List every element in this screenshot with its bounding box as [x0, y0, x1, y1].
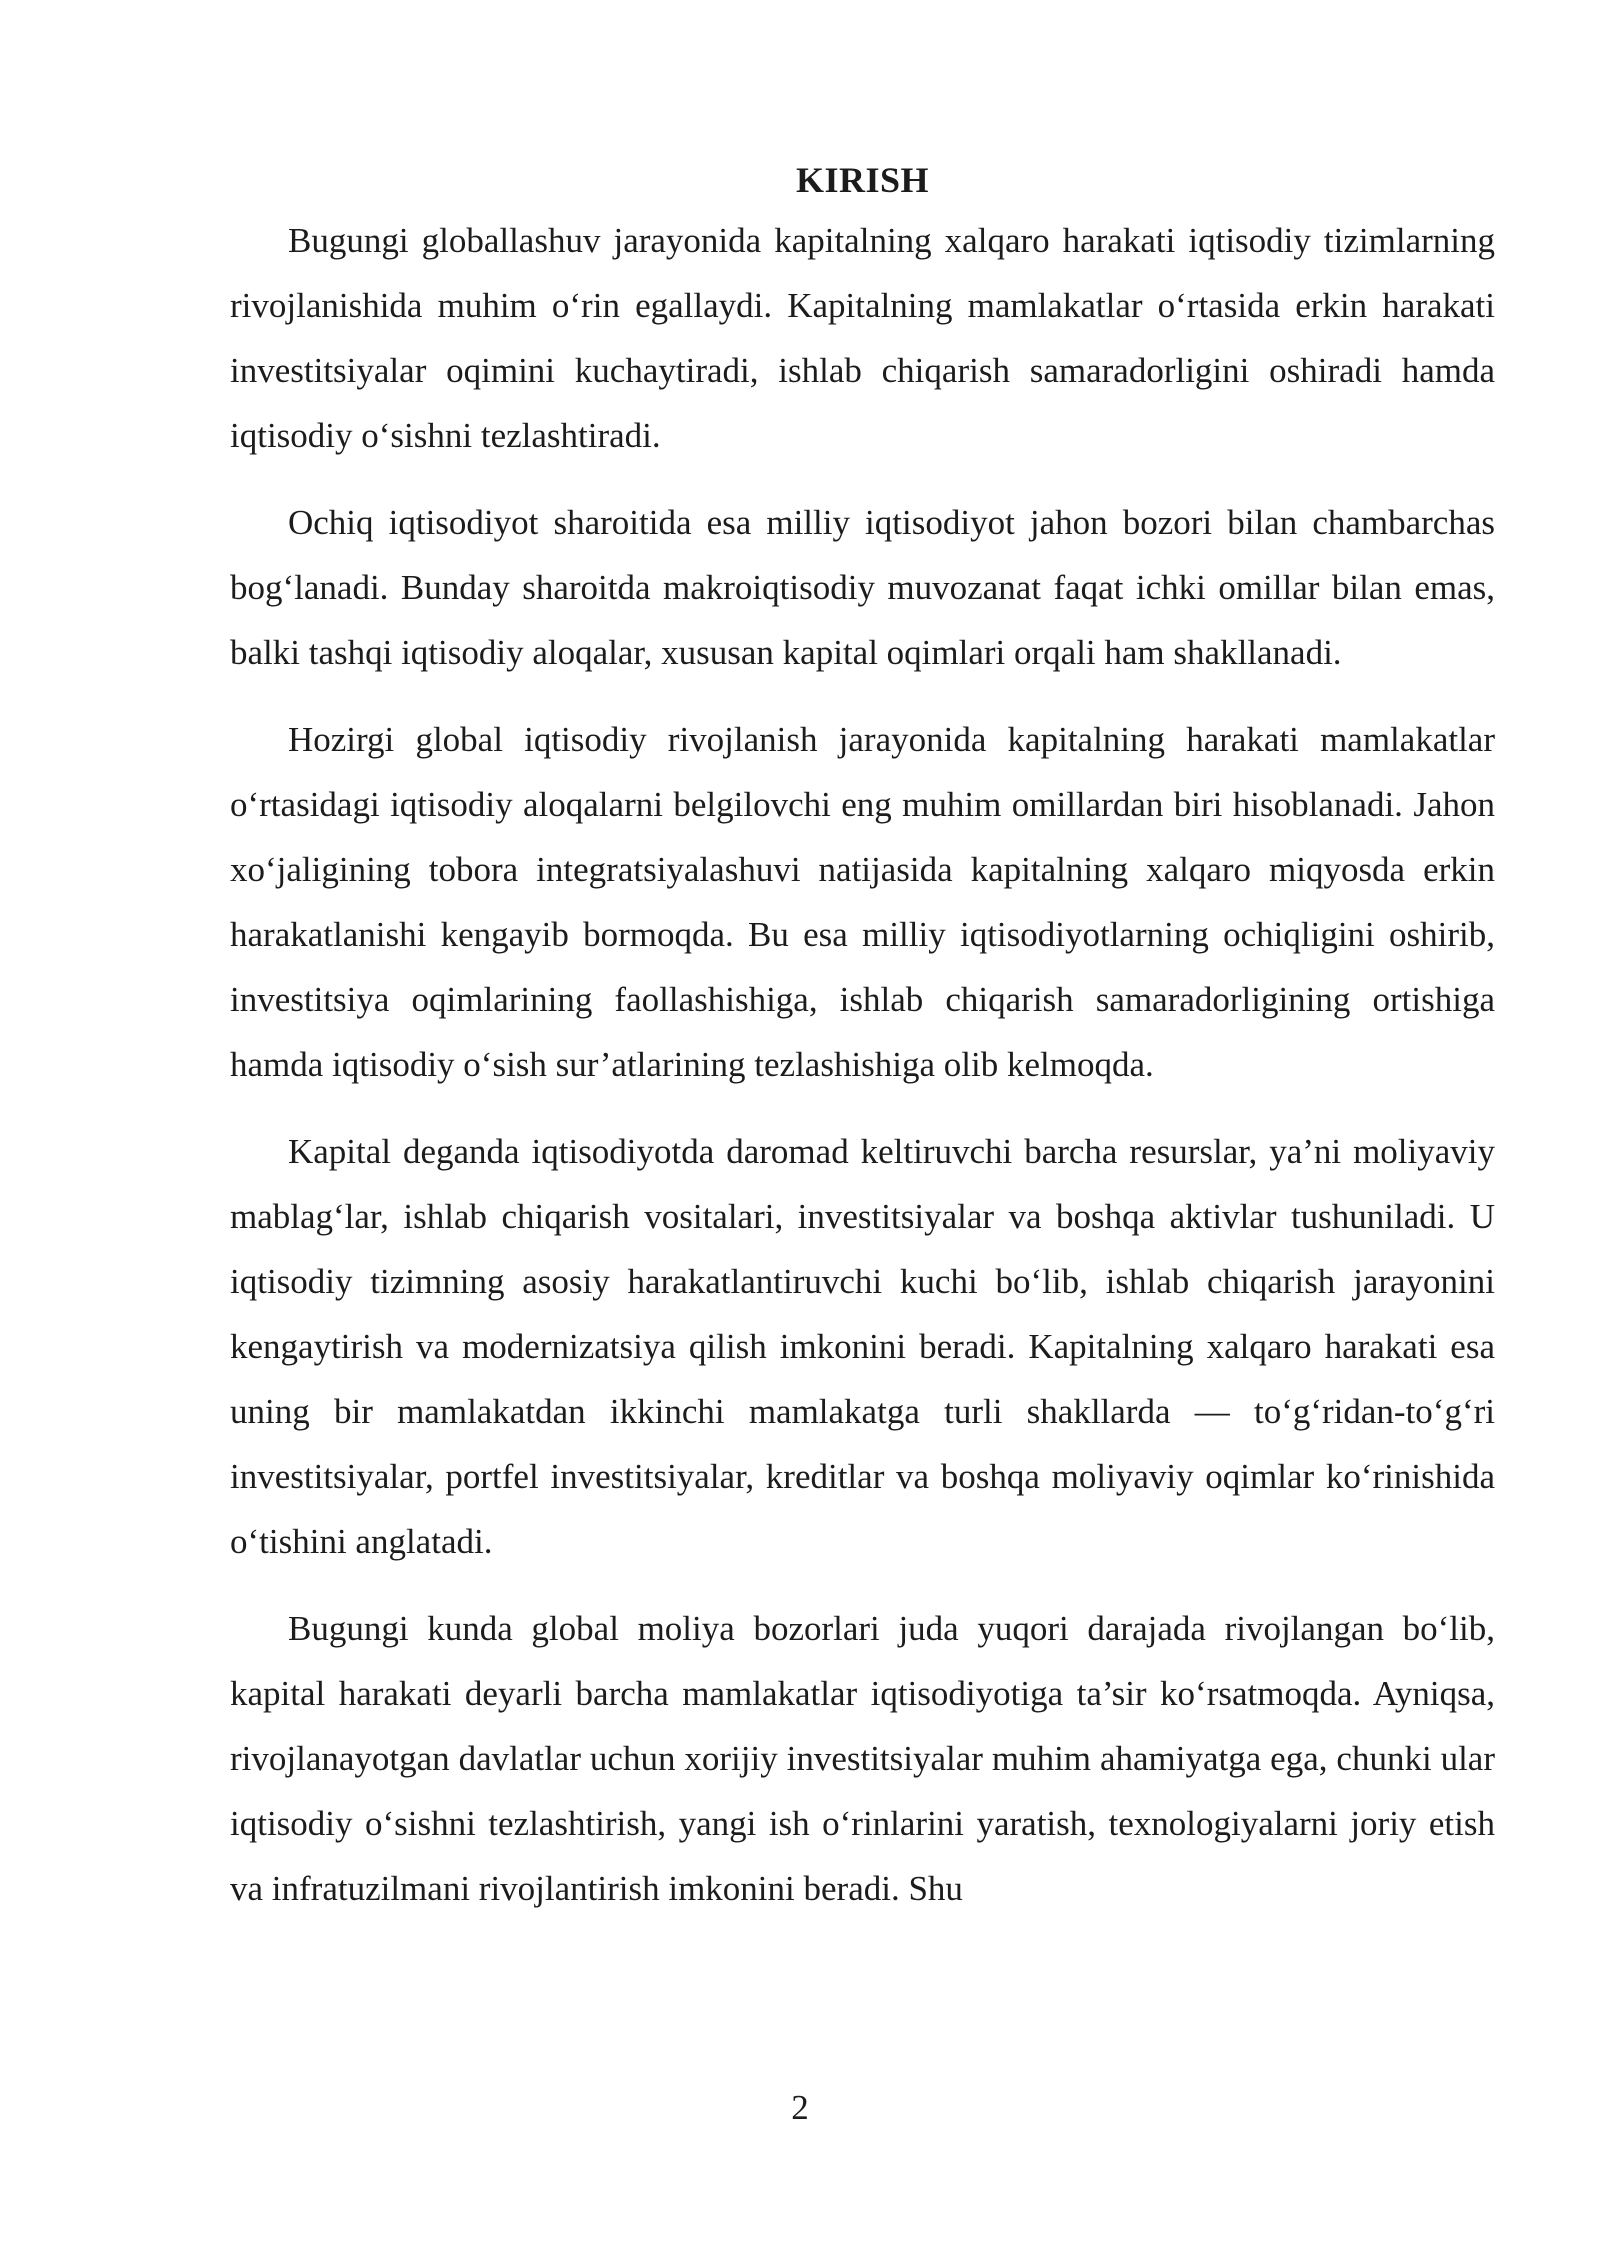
section-title: KIRISH	[795, 160, 930, 200]
paragraph-2: Ochiq iqtisodiyot sharoitida esa milliy iqtisodiyot jahon bozori bilan chambarchas bog‘lanadi. Bunday sharoitda makroiqtisodiy muvozanat faqat ichki omillar bilan emas, balki tashqi iqtisodiy aloqalar, xususan kapital oqimlari orqali ham shakllanadi.	[230, 503, 1495, 672]
page-content	[230, 152, 1495, 1921]
paragraph-1: Bugungi globallashuv jarayonida kapitalning xalqaro harakati iqtisodiy tizimlarning rivojlanishida muhim o‘rin egallaydi. Kapitalning mamlakatlar o‘rtasida erkin harakati investitsiyalar oqimini kuchaytiradi, ishlab chiqarish samaradorligini oshiradi hamda iqtisodiy o‘sishni tezlashtiradi.	[230, 221, 1495, 455]
paragraph-5: Bugungi kunda global moliya bozorlari juda yuqori darajada rivojlangan bo‘lib, kapital harakati deyarli barcha mamlakatlar iqtisodiyotiga ta’sir ko‘rsatmoqda. Ayniqsa, rivojlanayotgan davlatlar uchun xorijiy investitsiyalar muhim ahamiyatga ega, chunki ular iqtisodiy o‘sishni tezlashtirish, yangi ish o‘rinlarini yaratish, texnologiyalarni joriy etish va infratuzilmani rivojlantirish imkonini beradi. Shu	[230, 1609, 1495, 1908]
paragraph-4: Kapital deganda iqtisodiyotda daromad keltiruvchi barcha resurslar, ya’ni moliyaviy mablag‘lar, ishlab chiqarish vositalari, investitsiyalar va boshqa aktivlar tushuniladi. U iqtisodiy tizimning asosiy harakatlantiruvchi kuchi bo‘lib, ishlab chiqarish jarayonini kengaytirish va modernizatsiya qilish imkonini beradi. Kapitalning xalqaro harakati esa uning bir mamlakatdan ikkinchi mamlakatga turli shakllarda — to‘g‘ridan-to‘g‘ri investitsiyalar, portfel investitsiyalar, kreditlar va boshqa moliyaviy oqimlar ko‘rinishida o‘tishini anglatadi.	[230, 1132, 1495, 1561]
page-number: 2	[791, 2088, 809, 2127]
paragraph-3: Hozirgi global iqtisodiy rivojlanish jarayonida kapitalning harakati mamlakatlar o‘rtasidagi iqtisodiy aloqalarni belgilovchi eng muhim omillardan biri hisoblanadi. Jahon xo‘jaligining tobora integratsiyalashuvi natijasida kapitalning xalqaro miqyosda erkin harakatlanishi kengayib bormoqda. Bu esa milliy iqtisodiyotlarning ochiqligini oshirib, investitsiya oqimlarining faollashishiga, ishlab chiqarish samaradorligining ortishiga hamda iqtisodiy o‘sish sur’atlarining tezlashishiga olib kelmoqda.	[230, 720, 1495, 1084]
